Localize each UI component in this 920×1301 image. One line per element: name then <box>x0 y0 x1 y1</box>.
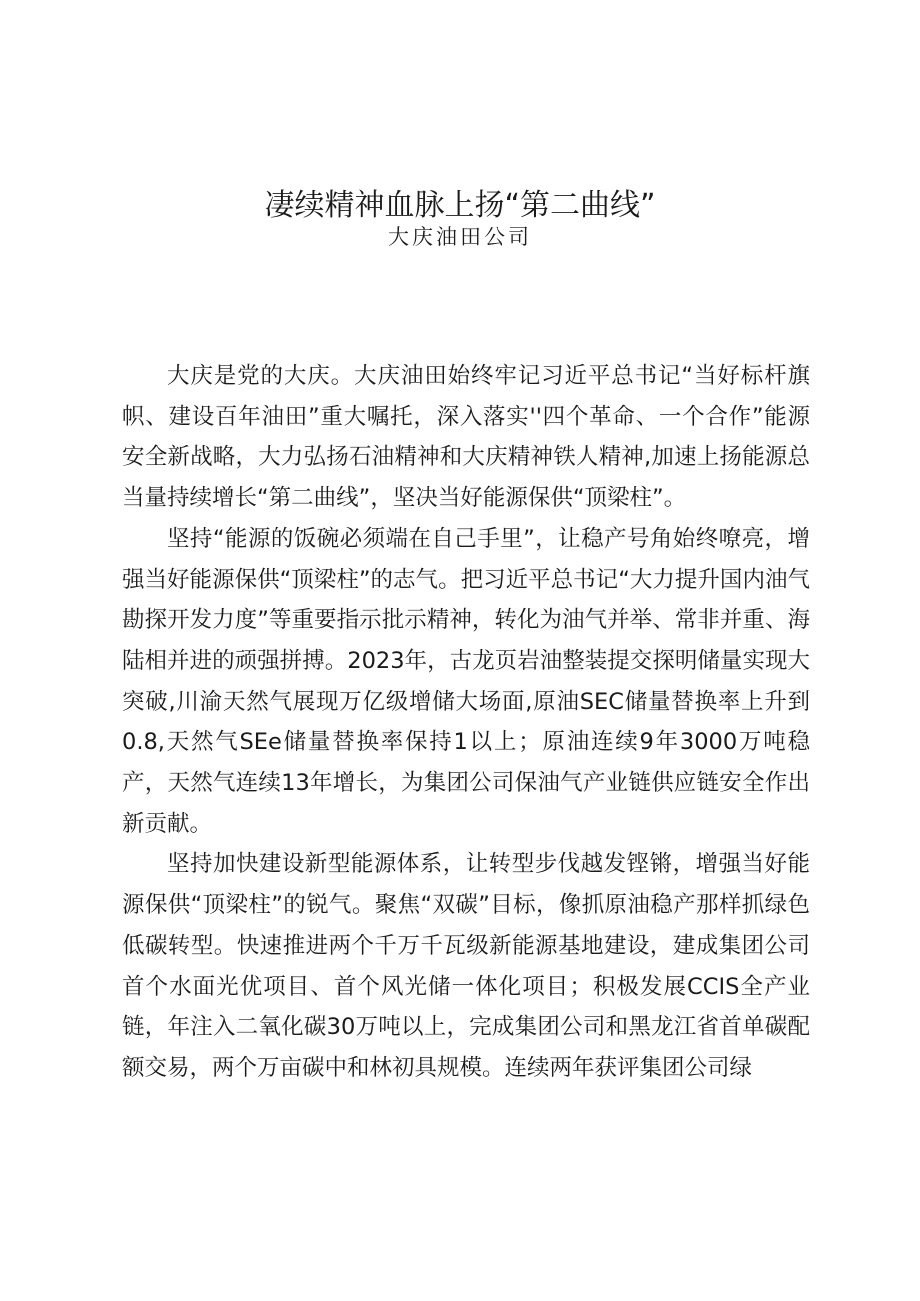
document-author: 大庆油田公司 <box>388 225 532 249</box>
document-body <box>122 356 810 1089</box>
paragraph-3: 坚持加快建设新型能源体系，让转型步伐越发铿锵，增强当好能源保供“顶梁柱”的锐气。聚焦“双碳”目标，像抓原油稳产那样抓绿色低碳转型。快速推进两个千万千瓦级新能源基地建设，建成集团公司首个水面光优项目、首个风光储一体化项目；积极发展CCIS全产业链，年注入二氧化碳30万吨以上，完成集团公司和黑龙江省首单碳配额交易，两个万亩碳中和林初具规模。连续两年获评集团公司绿 <box>122 851 810 1081</box>
document-title: 凄续精神血脉上扬“第二曲线” <box>264 188 656 224</box>
paragraph-1: 大庆是党的大庆。大庆油田始终牢记习近平总书记“当好标杆旗帜、建设百年油田”重大嘱托，深入落实''四个革命、一个合作”能源安全新战略，大力弘扬石油精神和大庆精神铁人精神,加速上扬能源总当量持续增长“第二曲线”，坚决当好能源保供“顶梁柱”。 <box>122 363 810 512</box>
paragraph-2: 坚持“能源的饭碗必须端在自己手里”，让稳产号角始终嘹亮，增强当好能源保供“顶梁柱”的志气。把习近平总书记“大力提升国内油气勘探开发力度”等重要指示批示精神，转化为油气并举、常非并重、海陆相并进的顽强拼搏。2023年，古龙页岩油整装提交探明储量实现大突破,川渝天然气展现万亿级增储大场面,原油SEC储量替换率上升到0.8,天然气SEe储量替换率保持1以上；原油连续9年3000万吨稳产，天然气连续13年增长，为集团公司保油气产业链供应链安全作出新贡献。 <box>122 525 810 837</box>
